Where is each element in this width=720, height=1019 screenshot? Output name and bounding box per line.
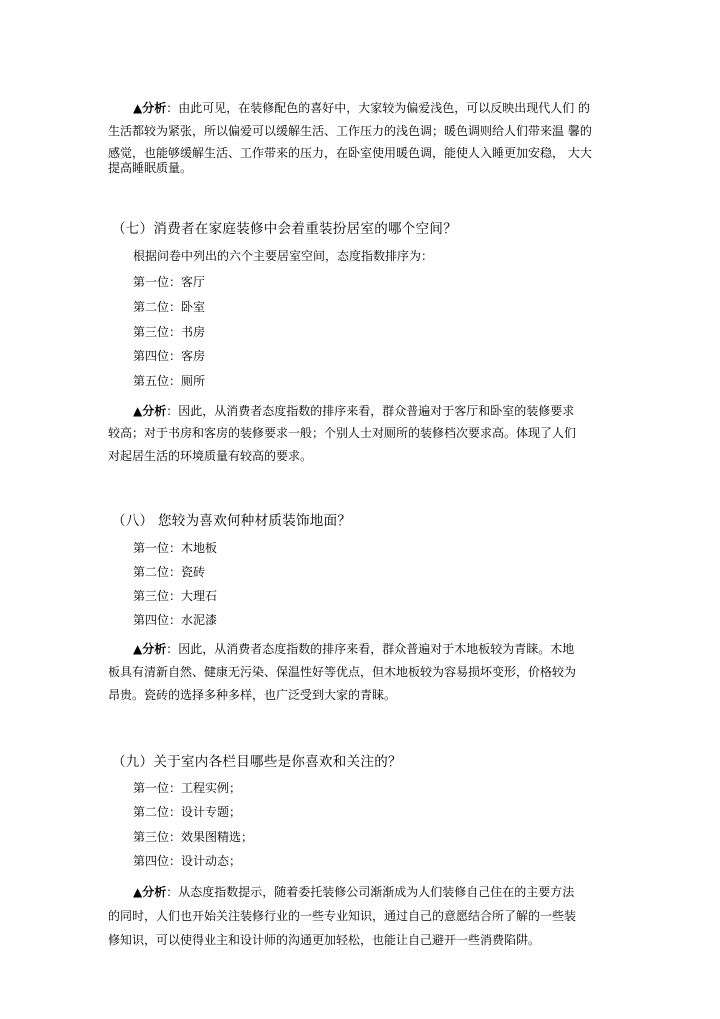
section-8-item-2: 第二位：瓷砖 bbox=[133, 565, 206, 579]
section-9-analysis-line-3: 修知识，可以使得业主和设计师的沟通更加轻松，也能让自己避开一些消费陷阱。 bbox=[108, 933, 541, 947]
section-9-item-2: 第二位：设计专题； bbox=[133, 805, 242, 819]
section-7-item-5: 第五位：厕所 bbox=[133, 374, 206, 388]
prev-analysis-line-2: 生活都较为紧张，所以偏爱可以缓解生活、工作压力的浅色调；暖色调则给人们带来温 馨的 bbox=[108, 124, 592, 138]
section-7-analysis-line-2: 较高；对于书房和客房的装修要求一般；个别人士对厕所的装修档次要求高。体现了人们 bbox=[108, 426, 577, 440]
section-7-analysis-line-3: 对起居生活的环境质量有较高的要求。 bbox=[108, 449, 313, 463]
section-7-heading: （七）消费者在家庭装修中会着重装扮居室的哪个空间？ bbox=[112, 221, 457, 237]
section-8-heading: （八） 您较为喜欢何种材质装饰地面？ bbox=[112, 513, 352, 529]
analysis-label: ▲分析 bbox=[133, 885, 167, 899]
section-7-analysis-line-1: ▲分析：因此，从消费者态度指数的排序来看，群众普遍对于客厅和卧室的装修要求 bbox=[133, 404, 575, 418]
section-8-item-3: 第三位：大理石 bbox=[133, 589, 218, 603]
section-8-item-1: 第一位：木地板 bbox=[133, 541, 218, 555]
section-7-item-3: 第三位：书房 bbox=[133, 325, 206, 339]
analysis-label: ▲分析 bbox=[133, 101, 167, 115]
prev-analysis-line-4: 提高睡眠质量。 bbox=[108, 161, 193, 175]
section-9-heading: （九）关于室内各栏目哪些是你喜欢和关注的？ bbox=[112, 754, 402, 770]
analysis-label: ▲分析 bbox=[133, 642, 167, 656]
prev-analysis-line-3: 感觉，也能够缓解生活、工作带来的压力，在卧室使用暖色调，能使人入睡更加安稳， 大大 bbox=[108, 146, 592, 160]
section-9-item-3: 第三位：效果图精选； bbox=[133, 830, 254, 844]
section-8-analysis-line-3: 昂贵。瓷砖的选择多种多样，也广泛受到大家的青睐。 bbox=[108, 688, 397, 702]
section-7-item-2: 第二位：卧室 bbox=[133, 300, 206, 314]
section-8-item-4: 第四位：水泥漆 bbox=[133, 613, 218, 627]
section-8-analysis-line-1: ▲分析：因此，从消费者态度指数的排序来看，群众普遍对于木地板较为青睐。木地 bbox=[133, 642, 575, 656]
section-7-item-1: 第一位：客厅 bbox=[133, 275, 206, 289]
section-8-analysis-line-2: 板具有清新自然、健康无污染、保温性好等优点，但木地板较为容易损坏变形，价格较为 bbox=[108, 665, 577, 679]
section-9-analysis-line-2: 的同时，人们也开始关注装修行业的一些专业知识，通过自己的意愿结合所了解的一些装 bbox=[108, 909, 577, 923]
section-9-item-4: 第四位：设计动态； bbox=[133, 854, 242, 868]
prev-analysis-line-1: ▲分析：由此可见，在装修配色的喜好中，大家较为偏爱浅色，可以反映出现代人们 的 bbox=[133, 101, 591, 115]
analysis-label: ▲分析 bbox=[133, 404, 167, 418]
section-9-analysis-line-1: ▲分析：从态度指数提示，随着委托装修公司渐渐成为人们装修自己住在的主要方法 bbox=[133, 885, 575, 899]
section-7-intro: 根据问卷中列出的六个主要居室空间，态度指数排序为： bbox=[133, 249, 434, 263]
section-7-item-4: 第四位：客房 bbox=[133, 349, 206, 363]
section-9-item-1: 第一位：工程实例； bbox=[133, 781, 242, 795]
